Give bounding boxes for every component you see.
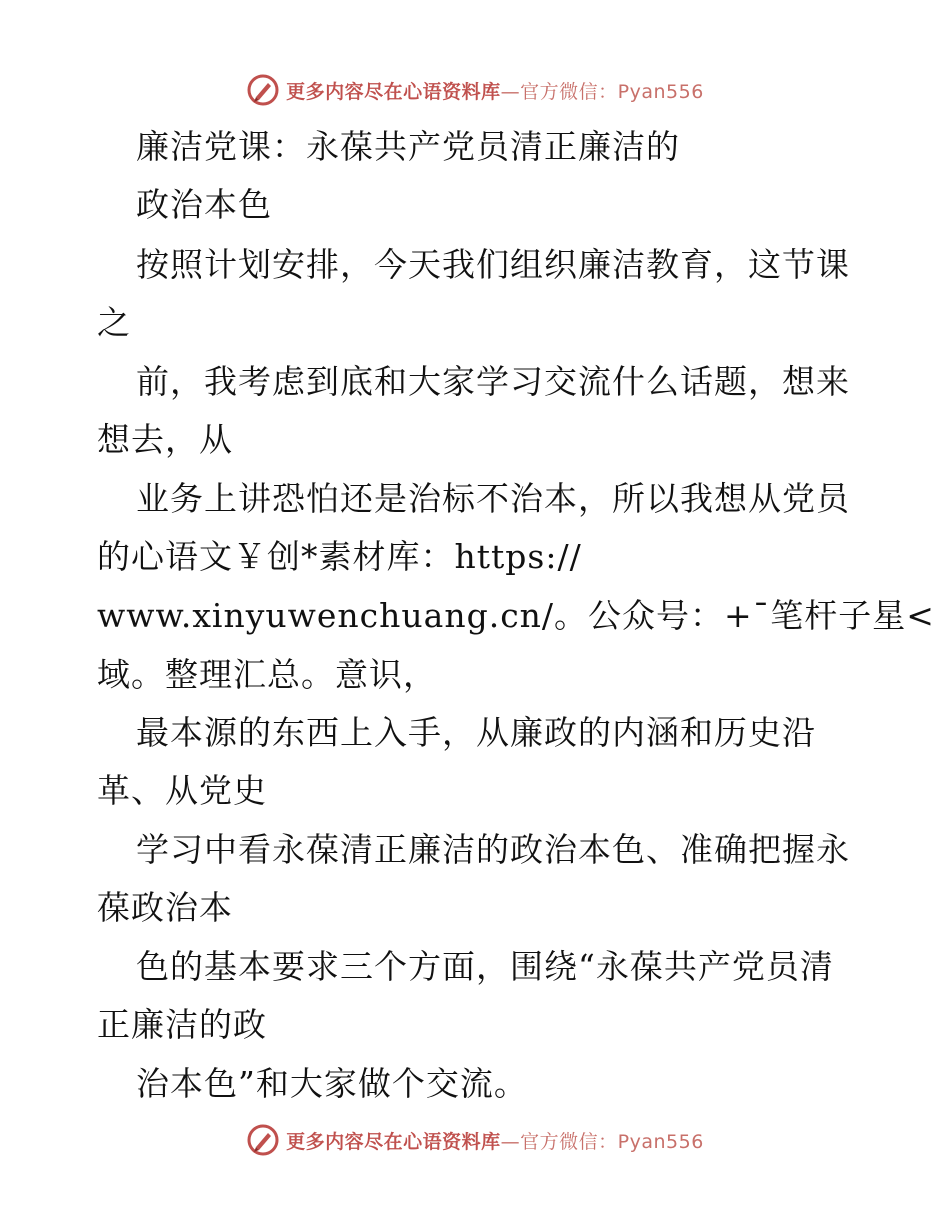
- banner-text: [286, 1127, 704, 1154]
- banner-bold-text: 更多内容尽在心语资料库: [286, 1130, 501, 1153]
- footer-banner: [0, 1120, 950, 1160]
- paragraph-line: 的心语文￥创*素材库：https://: [97, 537, 582, 576]
- paragraph-line: 按照计划安排，今天我们组织廉洁教育，这节课: [136, 245, 850, 284]
- paragraph-line: 域。整理汇总。意识，: [97, 655, 437, 694]
- paragraph-line: www.xinyuwenchuang.cn/。公众号：+¯笔杆子星<: [97, 596, 935, 635]
- banner-rest-text: —官方微信：Pyan556: [500, 80, 704, 103]
- paragraph-line: 前，我考虑到底和大家学习交流什么话题，想来: [136, 362, 850, 401]
- title-line-2: 政治本色: [136, 185, 272, 224]
- banner-rest-text: —官方微信：Pyan556: [500, 1130, 704, 1153]
- title-line-1: 廉洁党课：永葆共产党员清正廉洁的: [136, 127, 680, 166]
- paragraph-line: 业务上讲恐怕还是治标不治本，所以我想从党员: [136, 479, 850, 518]
- paragraph-line: 革、从党史: [97, 771, 267, 810]
- paragraph-line: 最本源的东西上入手，从廉政的内涵和历史沿: [136, 713, 816, 752]
- paragraph-line: 正廉洁的政: [97, 1005, 267, 1044]
- paragraph-line: 色的基本要求三个方面，围绕“永葆共产党员清: [136, 947, 834, 986]
- paragraph-line: 学习中看永葆清正廉洁的政治本色、准确把握永: [136, 830, 850, 869]
- paragraph-line: 葆政治本: [97, 888, 233, 927]
- pen-logo-icon: [246, 1123, 280, 1157]
- banner-bold-text: 更多内容尽在心语资料库: [286, 80, 501, 103]
- paragraph-line: 想去，从: [97, 420, 233, 459]
- paragraph-line: 之: [97, 303, 131, 342]
- paragraph-line: 治本色”和大家做个交流。: [136, 1064, 528, 1103]
